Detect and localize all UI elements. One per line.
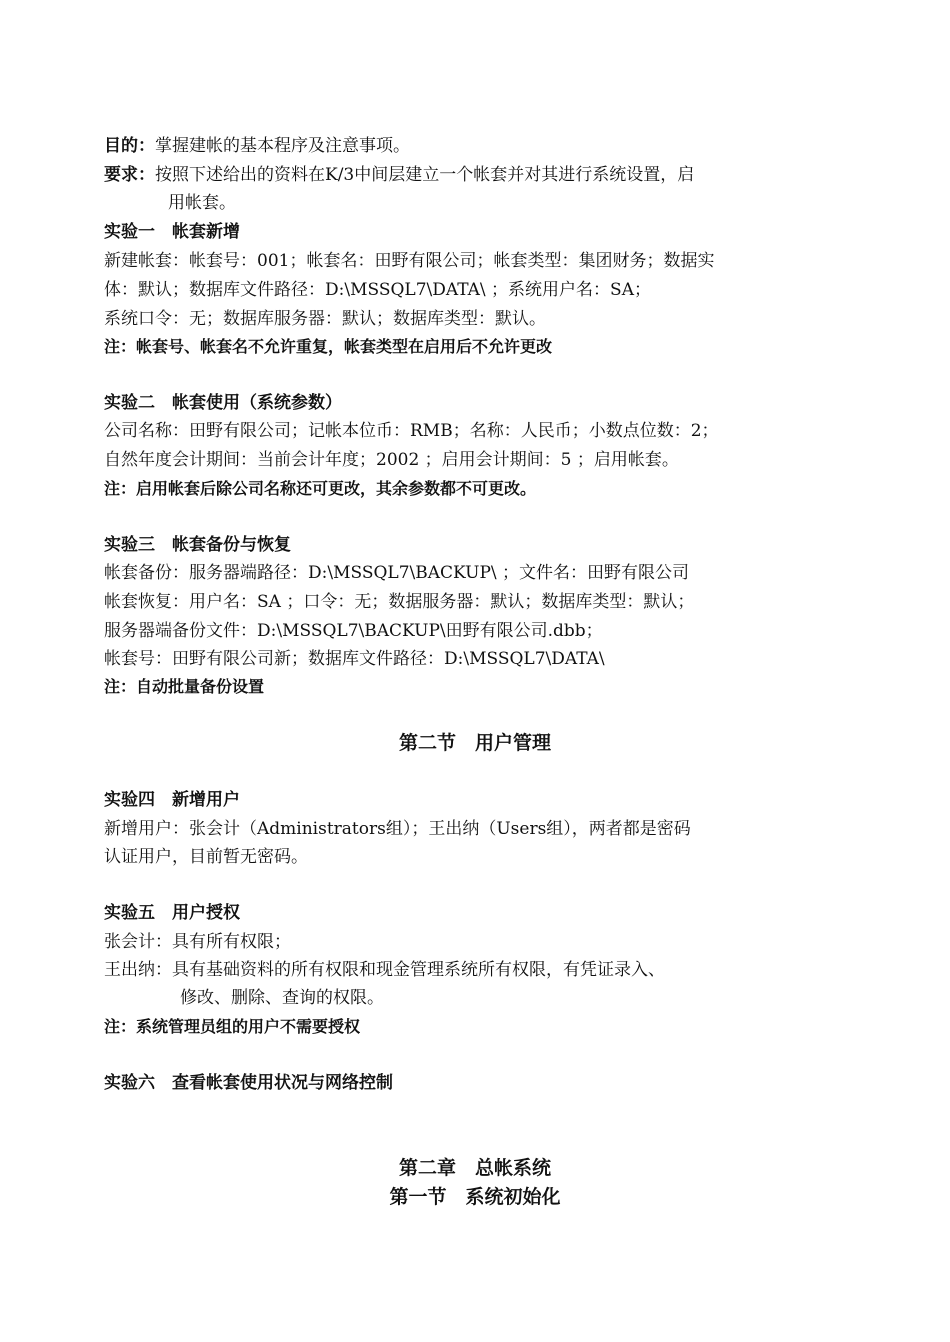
exp2-line-1: 公司名称：田野有限公司；记帐本位币：RMB；名称：人民币；小数点位数：2； [104, 421, 719, 441]
exp3-line-4: 帐套号：田野有限公司新；数据库文件路径：D:\MSSQL7\DATA\ [104, 649, 605, 669]
exp3-line-2: 帐套恢复：用户名：SA ；口令：无；数据服务器：默认；数据库类型：默认； [104, 592, 695, 612]
exp5-line-1: 张会计：具有所有权限； [104, 932, 291, 952]
requirement-label: 要求： [104, 165, 155, 185]
exp4-title: 实验四 新增用户 [104, 790, 240, 810]
exp2-title: 实验二 帐套使用（系统参数） [104, 393, 342, 413]
exp3-note: 注：自动批量备份设置 [104, 677, 265, 696]
purpose-label: 目的： [104, 136, 155, 156]
exp4-line-2: 认证用户，目前暂无密码。 [104, 847, 308, 867]
requirement-line [104, 164, 694, 186]
requirement-continuation: 用帐套。 [168, 193, 236, 213]
exp1-note: 注：帐套号、帐套名不允许重复，帐套类型在启用后不允许更改 [104, 337, 553, 356]
chapter-heading: 第二章 总帐系统 [398, 1157, 551, 1179]
exp1-title: 实验一 帐套新增 [104, 222, 240, 242]
exp3-line-3: 服务器端备份文件：D:\MSSQL7\BACKUP\田野有限公司.dbb； [104, 621, 603, 641]
purpose-line [104, 135, 410, 157]
exp4-line-1: 新增用户：张会计（Administrators组）；王出纳（Users组），两者都是密码 [104, 819, 691, 839]
exp5-continuation: 修改、删除、查询的权限。 [180, 988, 384, 1008]
section-heading-initialization: 第一节 系统初始化 [389, 1186, 561, 1208]
exp5-note: 注：系统管理员组的用户不需要授权 [104, 1017, 361, 1036]
exp6-title: 实验六 查看帐套使用状况与网络控制 [104, 1073, 393, 1093]
section-heading-user-management: 第二节 用户管理 [398, 732, 551, 754]
exp3-title: 实验三 帐套备份与恢复 [104, 535, 291, 555]
exp2-note: 注：启用帐套后除公司名称还可更改，其余参数都不可更改。 [104, 479, 537, 498]
requirement-text: 按照下述给出的资料在K/3中间层建立一个帐套并对其进行系统设置，启 [155, 165, 695, 185]
exp1-line-1: 新建帐套：帐套号：001；帐套名：田野有限公司；帐套类型：集团财务；数据实 [104, 251, 715, 271]
exp2-line-2: 自然年度会计期间：当前会计年度；2002 ；启用会计期间：5 ；启用帐套。 [104, 450, 679, 470]
purpose-text: 掌握建帐的基本程序及注意事项。 [155, 136, 410, 156]
exp5-line-2: 王出纳：具有基础资料的所有权限和现金管理系统所有权限，有凭证录入、 [104, 960, 665, 980]
exp5-title: 实验五 用户授权 [104, 903, 240, 923]
exp1-line-2: 体：默认；数据库文件路径：D:\MSSQL7\DATA\ ；系统用户名：SA； [104, 280, 651, 300]
exp1-line-3: 系统口令：无；数据库服务器：默认；数据库类型：默认。 [104, 309, 546, 329]
exp3-line-1: 帐套备份：服务器端路径：D:\MSSQL7\BACKUP\ ；文件名：田野有限公司 [104, 563, 690, 583]
